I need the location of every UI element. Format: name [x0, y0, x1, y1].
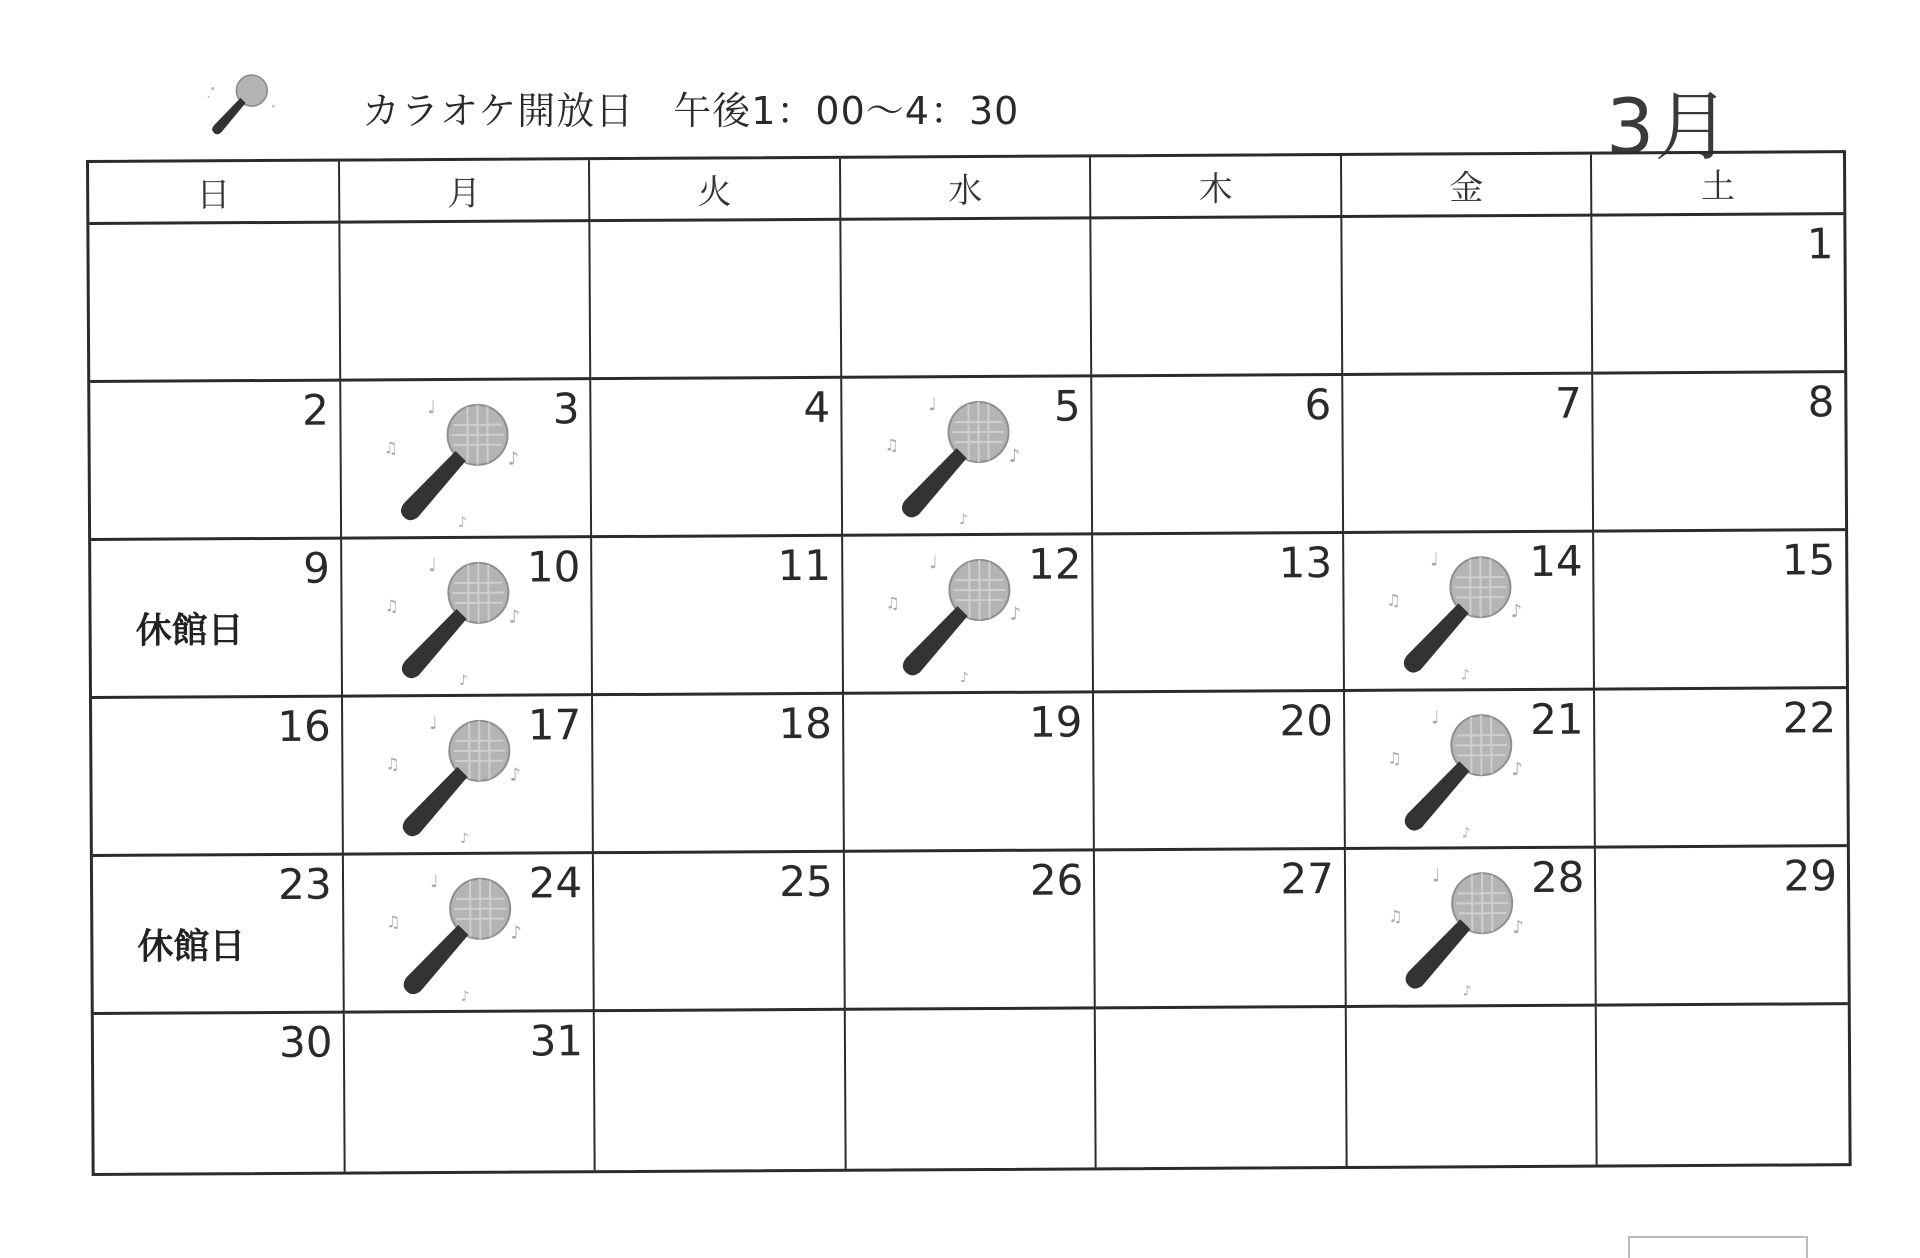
- day-number: 8: [1807, 377, 1835, 427]
- page-title: カラオケ開放日 午後1：00～4：30: [362, 89, 1020, 133]
- svg-text:♫: ♫: [1388, 906, 1403, 926]
- microphone-icon: [882, 388, 1033, 529]
- weekday-header-thu: 木: [1091, 156, 1342, 219]
- microphone-icon: [883, 546, 1034, 687]
- calendar-day-cell: [340, 222, 591, 381]
- svg-text:♫: ♫: [385, 912, 401, 932]
- svg-text:♪: ♪: [1511, 758, 1523, 781]
- microphone-icon: [383, 707, 534, 848]
- calendar-day-cell: [1597, 1005, 1848, 1164]
- svg-text:♫: ♫: [1387, 748, 1402, 768]
- calendar-day-cell: [92, 698, 343, 857]
- svg-text:♪: ♪: [508, 764, 521, 786]
- calendar-day-cell: [1092, 218, 1343, 377]
- day-number: 28: [1530, 852, 1585, 902]
- svg-text:♩: ♩: [1431, 865, 1441, 887]
- svg-text:♪: ♪: [1009, 603, 1021, 625]
- svg-text:♩: ♩: [427, 555, 437, 577]
- day-number: 2: [302, 385, 330, 435]
- calendar-day-cell: [843, 535, 1094, 694]
- month-label: 3月: [1606, 82, 1731, 171]
- day-number: 12: [1027, 539, 1082, 589]
- day-number: 25: [779, 856, 833, 907]
- day-number: 22: [1782, 693, 1837, 743]
- day-number: 30: [278, 1017, 333, 1067]
- closed-day-label: 休館日: [135, 610, 244, 652]
- calendar-day-cell: [1595, 531, 1846, 690]
- weekday-header-tue: 火: [590, 159, 841, 222]
- calendar-day-cell: [91, 540, 342, 699]
- svg-text:♪: ♪: [509, 922, 522, 944]
- calendar-day-cell: [1345, 691, 1596, 850]
- calendar-day-cell: [1096, 1008, 1347, 1167]
- calendar-day-cell: [341, 380, 592, 539]
- svg-text:♪: ♪: [1461, 825, 1471, 842]
- weekday-header-mon: 月: [340, 160, 591, 223]
- day-number: 10: [526, 542, 581, 592]
- calendar-day-cell: [595, 1011, 846, 1170]
- day-number: 6: [1304, 380, 1332, 430]
- day-number: 4: [803, 382, 831, 432]
- svg-text:♩: ♩: [928, 394, 937, 416]
- svg-text:♪: ♪: [459, 830, 469, 847]
- calendar-day-cell: [1342, 217, 1593, 376]
- microphone-icon: [1386, 859, 1537, 1000]
- microphone-icon: [384, 865, 535, 1006]
- day-number: 17: [527, 700, 582, 750]
- calendar-day-cell: [1594, 373, 1845, 532]
- calendar-day-cell: [1595, 689, 1846, 848]
- svg-text:♫: ♫: [884, 435, 899, 455]
- calendar-day-cell: [93, 856, 344, 1015]
- calendar-day-cell: [844, 693, 1095, 852]
- calendar-day-cell: [1344, 533, 1595, 692]
- calendar-day-cell: [1094, 692, 1345, 851]
- calendar-day-cell: [344, 1012, 595, 1171]
- weekday-header-wed: 水: [841, 157, 1092, 220]
- svg-text:♩: ♩: [429, 871, 439, 893]
- calendar-day-cell: [1347, 1007, 1598, 1166]
- svg-text:♪: ♪: [959, 670, 969, 687]
- svg-text:♫: ♫: [383, 438, 398, 458]
- calendar-day-cell: [343, 854, 594, 1013]
- svg-text:♩: ♩: [428, 713, 438, 735]
- microphone-icon: [381, 391, 532, 532]
- day-number: 16: [277, 701, 331, 751]
- microphone-icon: [200, 68, 282, 140]
- calendar-day-cell: [94, 1014, 345, 1173]
- day-number: 5: [1053, 381, 1081, 431]
- day-number: 9: [302, 543, 330, 593]
- calendar-day-cell: [1093, 376, 1344, 535]
- day-number: 11: [777, 540, 832, 591]
- svg-text:♪: ♪: [508, 606, 520, 628]
- calendar-day-cell: [1343, 375, 1594, 534]
- svg-text:♪: ♪: [1510, 600, 1522, 623]
- weekday-header-sun: 日: [89, 162, 340, 225]
- svg-text:♪: ♪: [458, 672, 468, 689]
- calendar-day-cell: [90, 382, 341, 541]
- day-number: 20: [1279, 696, 1334, 746]
- calendar-day-cell: [1093, 534, 1344, 693]
- microphone-icon: [1385, 701, 1536, 842]
- calendar-day-cell: [845, 1009, 1096, 1168]
- calendar-grid: [86, 150, 1852, 1176]
- svg-text:♫: ♫: [885, 593, 900, 613]
- svg-text:♪: ♪: [958, 512, 968, 529]
- svg-text:♪: ♪: [1512, 916, 1524, 939]
- day-number: 1: [1806, 219, 1834, 269]
- day-number: 3: [552, 384, 580, 434]
- microphone-icon: [1384, 543, 1535, 684]
- svg-text:♪: ♪: [1008, 445, 1020, 467]
- svg-text:♪: ♪: [457, 514, 467, 531]
- calendar-day-cell: [842, 377, 1093, 536]
- weekday-header-sat: 土: [1592, 153, 1843, 216]
- day-number: 23: [278, 859, 332, 909]
- svg-text:♩: ♩: [426, 397, 436, 419]
- day-number: 19: [1028, 697, 1083, 747]
- day-number: 31: [529, 1016, 584, 1066]
- day-number: 26: [1029, 855, 1084, 905]
- day-number: 13: [1278, 538, 1333, 588]
- svg-text:♫: ♫: [1386, 590, 1401, 610]
- day-number: 27: [1280, 854, 1335, 904]
- calendar-day-cell: [592, 537, 843, 696]
- calendar-day-cell: [841, 219, 1092, 378]
- day-number: 18: [778, 698, 832, 749]
- svg-text:♩: ♩: [1430, 549, 1439, 571]
- calendar-day-cell: [1346, 849, 1597, 1008]
- svg-text:♪: ♪: [1462, 983, 1472, 1000]
- calendar-day-cell: [89, 224, 340, 383]
- calendar-day-cell: [591, 379, 842, 538]
- calendar-day-cell: [590, 221, 841, 380]
- calendar-day-cell: [845, 851, 1096, 1010]
- day-number: 21: [1529, 694, 1584, 744]
- calendar-day-cell: [1593, 215, 1844, 374]
- day-number: 15: [1781, 535, 1836, 585]
- day-number: 24: [528, 858, 583, 908]
- weekday-header-fri: 金: [1342, 155, 1593, 218]
- day-number: 14: [1529, 536, 1583, 586]
- calendar-day-cell: [1596, 847, 1847, 1006]
- svg-text:♪: ♪: [1460, 667, 1470, 684]
- calendar-day-cell: [1095, 850, 1346, 1009]
- microphone-icon: [382, 549, 533, 690]
- svg-text:♫: ♫: [384, 754, 400, 774]
- svg-text:♪: ♪: [507, 448, 519, 470]
- calendar-day-cell: [593, 695, 844, 854]
- day-number: 29: [1783, 851, 1838, 901]
- svg-text:♩: ♩: [1430, 707, 1440, 729]
- day-number: 7: [1554, 378, 1582, 428]
- footer-box: [1628, 1236, 1808, 1258]
- svg-text:♪: ♪: [460, 988, 470, 1005]
- closed-day-label: 休館日: [137, 926, 246, 968]
- svg-text:♩: ♩: [928, 552, 938, 574]
- calendar-day-cell: [342, 538, 593, 697]
- svg-text:♫: ♫: [384, 596, 399, 616]
- calendar-day-cell: [594, 853, 845, 1012]
- calendar-day-cell: [343, 696, 594, 855]
